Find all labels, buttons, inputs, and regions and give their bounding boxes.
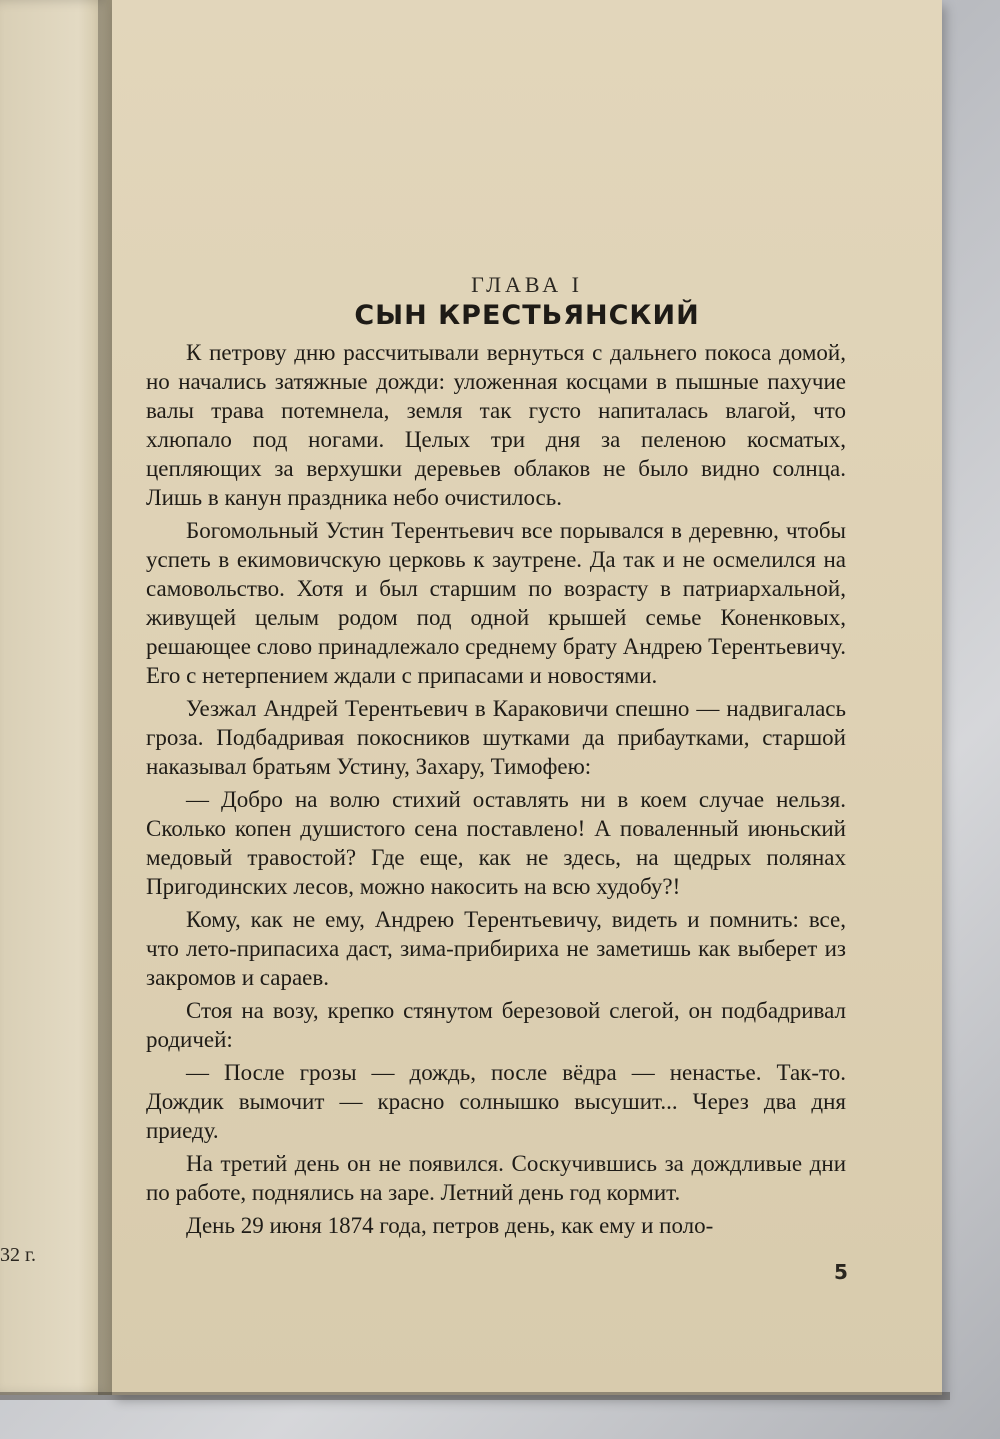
- page-number: 5: [834, 1260, 848, 1284]
- paragraph: К петрову дню рассчитывали вернуться с дальнего покоса домой, но начались затяжные дожди: уложенная косцами в пышные пахучие валы трава потемнела, земля так густо напиталась влагой, что хлюпало под ногами. Целых три дня за пеленою косматых, цепляющих за верхушки деревьев облаков не было видно солнца. Лишь в канун праздника небо очистилось.: [146, 340, 846, 510]
- body-text: [146, 338, 846, 1244]
- book-page: [112, 0, 942, 1395]
- paragraph: Уезжал Андрей Терентьевич в Караковичи спешно — надвигалась гроза. Подбадривая покосников шутками да прибаутками, старшой наказывал братьям Устину, Захару, Тимофею:: [146, 696, 846, 779]
- paragraph: День 29 июня 1874 года, петров день, как ему и поло-: [186, 1213, 714, 1238]
- paragraph: Стоя на возу, крепко стянутом березовой слегой, он подбадривал родичей:: [146, 998, 846, 1052]
- paragraph: — После грозы — дождь, после вёдра — ненастье. Так-то. Дождик вымочит — красно солнышко высушит... Через два дня приеду.: [146, 1060, 846, 1143]
- paragraph: Богомольный Устин Терентьевич все порывался в деревню, чтобы успеть в екимовичскую церковь к заутрене. Да так и не осмелился на самовольство. Хотя и был старшим по возрасту в патриархальной, живущей целым родом под одной крышей семье Коненковых, решающее слово принадлежало среднему брату Андрею Терентьевичу. Его с нетерпением ждали с припасами и новостями.: [146, 518, 846, 688]
- chapter-title: СЫН КРЕСТЬЯНСКИЙ: [354, 300, 700, 331]
- paragraph: На третий день он не появился. Соскучившись за дождливые дни по работе, поднялись на заре. Летний день год кормит.: [146, 1151, 846, 1205]
- paragraph: Кому, как не ему, Андрею Терентьевичу, видеть и помнить: все, что лето-припасиха даст, зима-прибириха не заметишь как выберет из закромов и сараев.: [146, 907, 846, 990]
- page-edge-shadow: [0, 1392, 950, 1400]
- chapter-label: ГЛАВА I: [471, 272, 583, 297]
- facing-page: [0, 0, 112, 1395]
- facing-page-text: 32 г.: [0, 1244, 36, 1266]
- paragraph: — Добро на волю стихий оставлять ни в коем случае нельзя. Сколько копен душистого сена поставлено! А поваленный июньский медовый травостой? Где еще, как не здесь, на щедрых полянах Пригодинских лесов, можно накосить на всю худобу?!: [146, 787, 846, 899]
